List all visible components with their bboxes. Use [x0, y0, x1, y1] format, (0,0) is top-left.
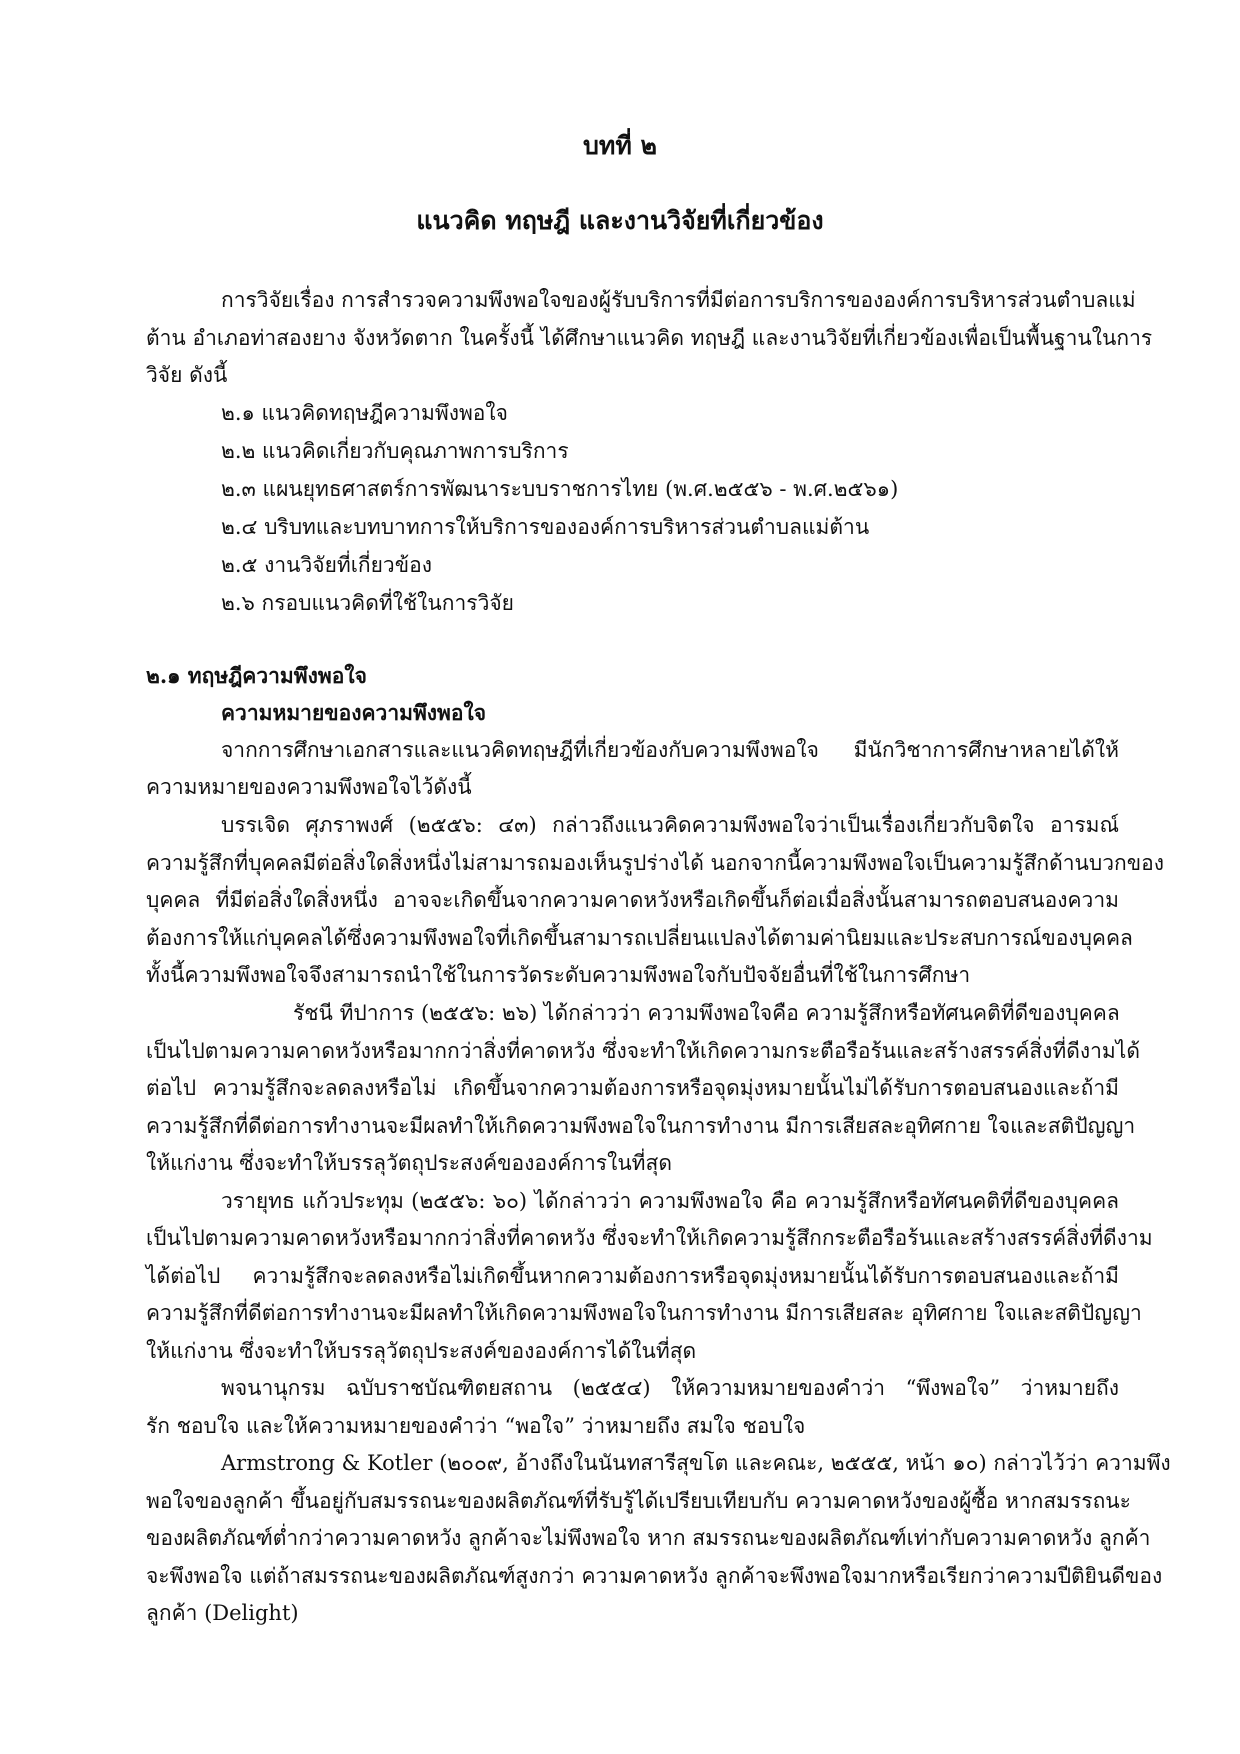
body-line: ต่อไป ความรู้สึกจะลดลงหรือไม่ เกิดขึ้นจากความต้องการหรือจุดมุ่งหมายนั้นไม่ได้รับการตอบสนองและถ้ามี	[146, 1076, 1119, 1100]
body-line: เป็นไปตามความคาดหวังหรือมากกว่าสิ่งที่คาดหวัง ซึ่งจะทำให้เกิดความกระตือรือร้นและสร้างสรรค์สิ่งที่ดีงามได้	[146, 1039, 1140, 1063]
body-line: เป็นไปตามความคาดหวังหรือมากกว่าสิ่งที่คาดหวัง ซึ่งจะทำให้เกิดความรู้สึกกระตือรือร้นและสร้างสรรค์สิ่งที่ดีงาม	[146, 1226, 1153, 1250]
toc-item: ๒.๒ แนวคิดเกี่ยวกับคุณภาพการบริการ	[221, 439, 569, 463]
chapter-label: บทที่ ๒	[582, 131, 657, 160]
toc-item: ๒.๑ แนวคิดทฤษฎีความพึงพอใจ	[221, 401, 508, 425]
section-heading: ๒.๑ ทฤษฎีความพึงพอใจ	[146, 663, 367, 688]
body-line: ลูกค้า (Delight)	[146, 1601, 299, 1625]
body-line: ทั้งนี้ความพึงพอใจจึงสามารถนำใช้ในการวัดระดับความพึงพอใจกับปัจจัยอื่นที่ใช้ในการศึกษา	[146, 963, 971, 987]
body-line: รัชนี ทีปาการ (๒๕๕๖: ๒๖) ได้กล่าวว่า ความพึงพอใจคือ ความรู้สึกหรือทัศนคติที่ดีของบุคคล	[293, 1001, 1120, 1025]
subheading: ความหมายของความพึงพอใจ	[221, 700, 487, 725]
body-line: รัก ชอบใจ และให้ความหมายของคำว่า “พอใจ” ว่าหมายถึง สมใจ ชอบใจ	[146, 1414, 806, 1438]
intro-line: วิจัย ดังนี้	[146, 363, 228, 387]
chapter-title: แนวคิด ทฤษฎี และงานวิจัยที่เกี่ยวข้อง	[416, 206, 824, 235]
intro-line: ต้าน อำเภอท่าสองยาง จังหวัดตาก ในครั้งนี้ ได้ศึกษาแนวคิด ทฤษฎี และงานวิจัยที่เกี่ยวข้องเพื่อเป็นพื้นฐานในการ	[146, 326, 1153, 350]
body-line: ความรู้สึกที่ดีต่อการทำงานจะมีผลทำให้เกิดความพึงพอใจในการทำงาน มีการเสียสละ อุทิศกาย ใจและสติปัญญา	[146, 1301, 1142, 1325]
body-line: บุคคล ที่มีต่อสิ่งใดสิ่งหนึ่ง อาจจะเกิดขึ้นจากความคาดหวังหรือเกิดขึ้นก็ต่อเมื่อสิ่งนั้นสามารถตอบสนองความ	[146, 888, 1119, 912]
toc-item: ๒.๕ งานวิจัยที่เกี่ยวข้อง	[221, 553, 432, 577]
body-line: Armstrong & Kotler (๒๐๐๙, อ้างถึงในนันทสารีสุขโต และคณะ, ๒๕๕๕, หน้า ๑๐) กล่าวไว้ว่า ความพึง	[221, 1451, 1171, 1475]
body-line: ความรู้สึกที่ดีต่อการทำงานจะมีผลทำให้เกิดความพึงพอใจในการทำงาน มีการเสียสละอุทิศกาย ใจและสติปัญญา	[146, 1114, 1136, 1138]
body-line: ของผลิตภัณฑ์ต่ำกว่าความคาดหวัง ลูกค้าจะไม่พึงพอใจ หาก สมรรถนะของผลิตภัณฑ์เท่ากับความคาดหวัง ลูกค้า	[146, 1526, 1151, 1550]
toc-item: ๒.๖ กรอบแนวคิดที่ใช้ในการวิจัย	[221, 591, 514, 615]
body-line: วรายุทธ แก้วประทุม (๒๕๕๖: ๖๐) ได้กล่าวว่า ความพึงพอใจ คือ ความรู้สึกหรือทัศนคติที่ดีของบุคคล	[221, 1189, 1119, 1213]
toc-item: ๒.๔ บริบทและบทบาทการให้บริการขององค์การบริหารส่วนตำบลแม่ต้าน	[221, 515, 870, 539]
intro-line: การวิจัยเรื่อง การสำรวจความพึงพอใจของผู้รับบริการที่มีต่อการบริการขององค์การบริหารส่วนตำบลแม่	[221, 288, 1136, 312]
body-line: พอใจของลูกค้า ขึ้นอยู่กับสมรรถนะของผลิตภัณฑ์ที่รับรู้ได้เปรียบเทียบกับ ความคาดหวังของผู้ซื้อ หากสมรรถนะ	[146, 1489, 1131, 1513]
toc-item: ๒.๓ แผนยุทธศาสตร์การพัฒนาระบบราชการไทย (พ.ศ.๒๕๕๖ - พ.ศ.๒๕๖๑)	[221, 477, 899, 501]
body-line: ความหมายของความพึงพอใจไว้ดังนี้	[146, 775, 472, 799]
body-line: ให้แก่งาน ซึ่งจะทำให้บรรลุวัตถุประสงค์ขององค์การได้ในที่สุด	[146, 1339, 697, 1363]
body-line: ให้แก่งาน ซึ่งจะทำให้บรรลุวัตถุประสงค์ขององค์การในที่สุด	[146, 1151, 672, 1175]
body-line: ความรู้สึกที่บุคคลมีต่อสิ่งใดสิ่งหนึ่งไม่สามารถมองเห็นรูปร่างได้ นอกจากนี้ความพึงพอใจเป็นความรู้สึกด้านบวกของ	[146, 851, 1164, 875]
body-line: ต้องการให้แก่บุคคลได้ซึ่งความพึงพอใจที่เกิดขึ้นสามารถเปลี่ยนแปลงได้ตามค่านิยมและประสบการณ์ของบุคคล	[146, 926, 1133, 950]
body-line: ได้ต่อไป ความรู้สึกจะลดลงหรือไม่เกิดขึ้นหากความต้องการหรือจุดมุ่งหมายนั้นได้รับการตอบสนองและถ้ามี	[146, 1264, 1119, 1288]
body-line: บรรเจิด ศุภราพงศ์ (๒๕๕๖: ๔๓) กล่าวถึงแนวคิดความพึงพอใจว่าเป็นเรื่องเกี่ยวกับจิตใจ อารมณ์	[221, 813, 1119, 837]
body-line: พจนานุกรม ฉบับราชบัณฑิตยสถาน (๒๕๕๔) ให้ความหมายของคำว่า “พึงพอใจ” ว่าหมายถึง	[221, 1376, 1119, 1400]
body-line: จากการศึกษาเอกสารและแนวคิดทฤษฎีที่เกี่ยวข้องกับความพึงพอใจ มีนักวิชาการศึกษาหลายได้ให้	[221, 738, 1119, 762]
body-line: จะพึงพอใจ แต่ถ้าสมรรถนะของผลิตภัณฑ์สูงกว่า ความคาดหวัง ลูกค้าจะพึงพอใจมากหรือเรียกว่าความปีติยินดีของ	[146, 1564, 1163, 1588]
